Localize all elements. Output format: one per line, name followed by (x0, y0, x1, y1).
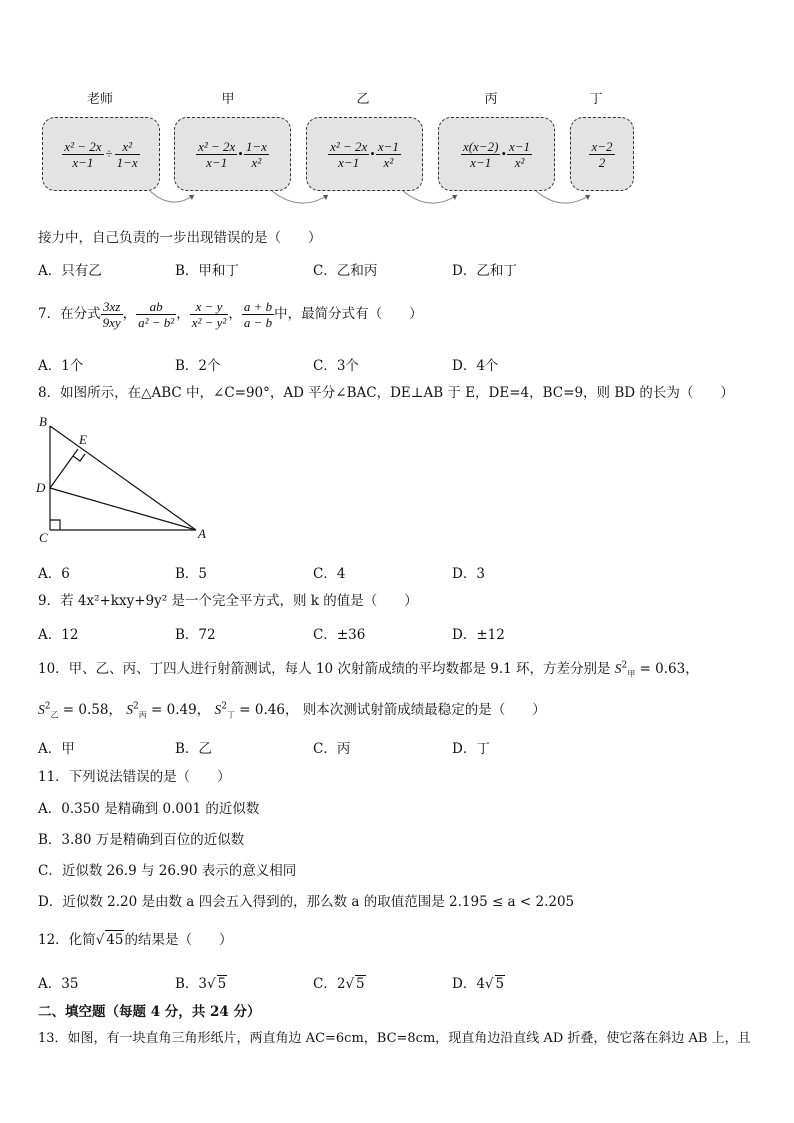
q10-option-a[interactable]: A．甲 (38, 741, 75, 757)
relay-label-bing: 丙 (484, 92, 498, 107)
section-title-fill-in: 二、填空题（每题 4 分，共 24 分） (38, 1004, 261, 1020)
q11-option-b[interactable]: B．3.80 万是精确到百位的近似数 (38, 832, 245, 848)
q10-line2: $S^2_乙 = 0.58$， $S^2_丙 = 0.49$， $S^2_丁 = 0.46$， 则本次测试射箭成绩最稳定的是（ ） (38, 701, 546, 720)
relay-box-jia: $\frac{\text{x² − 2x}}{x-1}$ • $\frac{1-x}{\text{x²}}$ (174, 117, 291, 191)
q8-triangle-figure (34, 414, 214, 546)
q7-fraction-3: $\frac{x - y}{\text{x² − y²}}$ (191, 299, 227, 330)
label-d: D (36, 480, 46, 495)
q11-option-d[interactable]: D．近似数 2.20 是由数 a 四会五入得到的，那么数 a 的取值范围是 2.195 ≤ a < 2.205 (38, 894, 575, 910)
q8-option-d[interactable]: D．3 (452, 566, 485, 582)
relay-label-yi: 乙 (356, 92, 370, 107)
q12-option-b[interactable]: B．3√ 5 (175, 976, 227, 992)
arrow-1 (150, 191, 194, 202)
q6-option-b[interactable]: B．甲和丁 (175, 263, 239, 279)
q11-option-c[interactable]: C．近似数 26.9 与 26.90 表示的意义相同 (38, 863, 297, 879)
q12-radicand: 45 (106, 932, 124, 948)
label-e: E (79, 432, 87, 447)
q10-option-b[interactable]: B．乙 (175, 741, 212, 757)
q12-option-d[interactable]: D．4√ 5 (452, 976, 505, 992)
arrow-2 (272, 191, 328, 203)
bisector-ad (50, 488, 196, 530)
q10-option-d[interactable]: D．丁 (452, 741, 490, 757)
q9-stem: 9．若 4x²+kxy+9y² 是一个完全平方式，则 k 的值是（ ） (38, 593, 418, 609)
q8-option-b[interactable]: B．5 (175, 566, 208, 582)
q7-option-a[interactable]: A．1个 (38, 358, 84, 374)
q8-stem: 8．如图所示，在△ABC 中，∠C=90°，AD 平分∠BAC，DE⊥AB 于 E，DE=4，BC=9，则 BD 的长为（ ） (38, 385, 734, 401)
q8-option-c[interactable]: C．4 (313, 566, 346, 582)
perpendicular-de (50, 449, 78, 488)
q10-line1: 10．甲、乙、丙、丁四人进行射箭测试，每人 10 次射箭成绩的平均数都是 9.1 环，方差分别是 $S^2_甲 = 0.63$， (38, 660, 699, 679)
q8-option-a[interactable]: A．6 (38, 566, 70, 582)
q11-stem: 11．下列说法错误的是（ ） (38, 769, 231, 785)
right-angle-c (50, 520, 60, 530)
q6-stem: 接力中，自己负责的一步出现错误的是（ ） (38, 230, 322, 246)
q9-option-b[interactable]: B．72 (175, 627, 216, 643)
side-ab (50, 426, 196, 530)
q6-option-c[interactable]: C．乙和丙 (313, 263, 378, 279)
q11-option-a[interactable]: A．0.350 是精确到 0.001 的近似数 (38, 801, 260, 817)
right-angle-e (73, 454, 85, 461)
q7-option-d[interactable]: D．4个 (452, 358, 499, 374)
relay-arrows (0, 185, 794, 215)
relay-label-ding: 丁 (589, 92, 603, 107)
relay-box-bing: $\frac{x(x-2)}{x-1}$ • $\frac{x-1}{\text{x²}}$ (438, 117, 555, 191)
label-c: C (39, 530, 48, 545)
q13-stem: 13．如图，有一块直角三角形纸片，两直角边 AC=6cm，BC=8cm，现直角边沿直线 AD 折叠，使它落在斜边 AB 上，且 (38, 1031, 751, 1046)
q12-stem: 12．化简√ 45的结果是（ ） (38, 932, 233, 948)
label-a: A (198, 526, 206, 541)
q10-option-c[interactable]: C．丙 (313, 741, 351, 757)
relay-box-teacher: $\frac{\text{x² − 2x}}{x-1}$ ÷ $\frac{\text{x²}}{1-x}$ (42, 117, 160, 191)
q12-option-c[interactable]: C．2√ 5 (313, 976, 365, 992)
relay-box-yi: $\frac{\text{x² − 2x}}{x-1}$ • $\frac{x-1}{\text{x²}}$ (306, 117, 423, 191)
q7-fraction-4: $\frac{a + b}{a - b}$ (243, 299, 273, 330)
q9-option-d[interactable]: D．±12 (452, 627, 505, 643)
arrow-3 (403, 191, 457, 203)
q7-option-c[interactable]: C．3个 (313, 358, 359, 374)
q9-option-a[interactable]: A．12 (38, 627, 79, 643)
q7-option-b[interactable]: B．2个 (175, 358, 221, 374)
relay-label-teacher: 老师 (86, 92, 113, 107)
q6-option-a[interactable]: A．只有乙 (38, 263, 102, 279)
arrow-4 (536, 191, 590, 203)
q12-option-a[interactable]: A．35 (38, 976, 79, 992)
q9-option-c[interactable]: C．±36 (313, 627, 366, 643)
q7-fraction-1: $\frac{3xz}{9xy}$ (102, 299, 121, 330)
relay-box-ding: $\frac{x-2}{2}$ (570, 117, 634, 191)
label-b: B (39, 414, 47, 429)
q7-stem: 7．在分式 $\frac{3xz}{9xy}$ ， $\frac{ab}{\text{a² − b²}}$ ， $\frac{x - y}{\text{x² − y²}}$ ， $\frac{a + b}{a - b}$ 中，最简分式有（ ） (38, 299, 423, 330)
q6-option-d[interactable]: D．乙和丁 (452, 263, 517, 279)
relay-label-jia: 甲 (221, 92, 235, 107)
q7-fraction-2: $\frac{ab}{\text{a² − b²}}$ (138, 299, 175, 330)
